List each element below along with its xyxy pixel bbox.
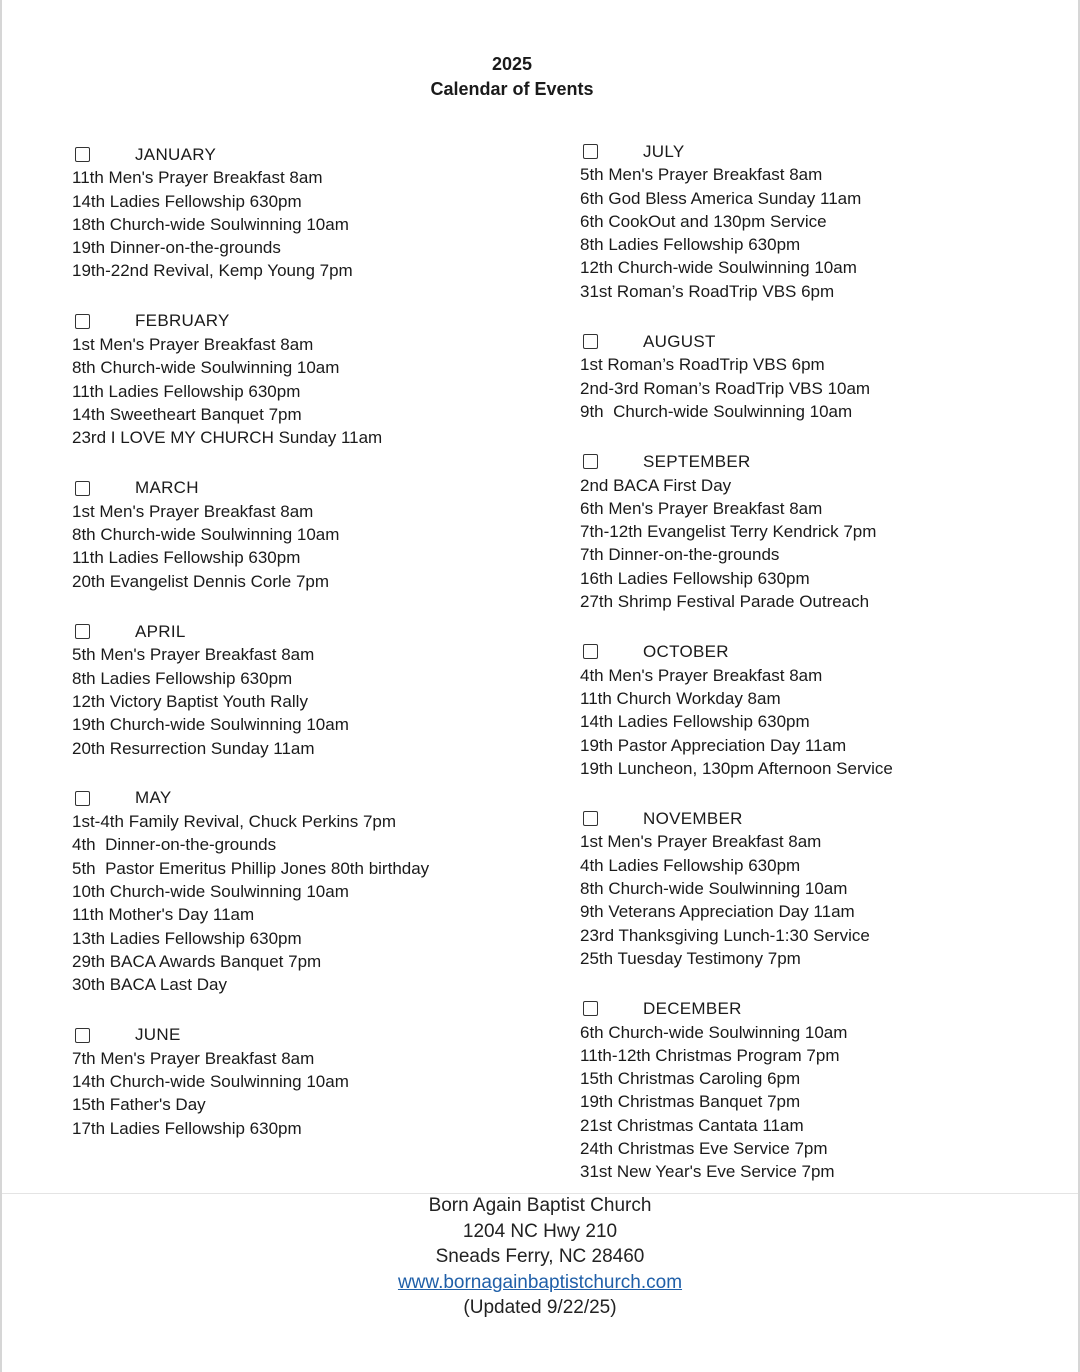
month-name-september: SEPTEMBER [643, 451, 751, 471]
event-item: 11th Mother's Day 11am [72, 905, 255, 925]
title-year: 2025 [491, 54, 533, 74]
month-name-march: MARCH [135, 478, 199, 498]
event-item: 27th Shrimp Festival Parade Outreach [580, 592, 870, 612]
checkbox-december[interactable] [583, 1001, 598, 1016]
event-item: 19th Luncheon, 130pm Afternoon Service [580, 758, 893, 778]
event-item: 31st New Year's Eve Service 7pm [580, 1162, 835, 1182]
month-header-july [580, 140, 1050, 163]
event-item: 15th Father's Day [72, 1095, 206, 1115]
checkbox-may[interactable] [75, 791, 90, 806]
month-header-march [72, 477, 542, 500]
checkbox-april[interactable] [75, 624, 90, 639]
month-header-november [580, 807, 1050, 830]
month-header-april [72, 620, 542, 643]
event-item: 4th Ladies Fellowship 630pm [580, 855, 801, 875]
event-item: 30th BACA Last Day [72, 975, 227, 995]
event-item: 16th Ladies Fellowship 630pm [580, 568, 810, 588]
month-name-october: OCTOBER [643, 641, 729, 661]
title-subtitle: Calendar of Events [430, 78, 594, 99]
event-item: 24th Christmas Eve Service 7pm [580, 1138, 828, 1158]
month-spacer [72, 450, 542, 477]
month-march [72, 477, 542, 593]
event-item: 15th Christmas Caroling 6pm [580, 1069, 801, 1089]
event-item: 1st Men's Prayer Breakfast 8am [72, 335, 314, 355]
event-item: 5th Men's Prayer Breakfast 8am [580, 165, 823, 185]
event-item: 7th-12th Evangelist Terry Kendrick 7pm [580, 522, 877, 542]
event-item: 23rd I LOVE MY CHURCH Sunday 11am [72, 428, 383, 448]
footer-website-link[interactable]: www.bornagainbaptistchurch.com [397, 1271, 683, 1293]
month-november [580, 807, 1050, 970]
event-item: 4th Dinner-on-the-grounds [72, 835, 277, 855]
event-item: 8th Ladies Fellowship 630pm [72, 668, 293, 688]
month-name-june: JUNE [135, 1025, 181, 1045]
event-item: 29th BACA Awards Banquet 7pm [72, 951, 322, 971]
event-item: 5th Pastor Emeritus Phillip Jones 80th birthday [72, 858, 430, 878]
event-item: 10th Church-wide Soulwinning 10am [72, 882, 349, 902]
event-item: 19th-22nd Revival, Kemp Young 7pm [72, 261, 353, 281]
checkbox-january[interactable] [75, 147, 90, 162]
footer-address-line1: 1204 NC Hwy 210 [462, 1220, 618, 1242]
month-header-february [72, 310, 542, 333]
month-name-december: DECEMBER [643, 998, 742, 1018]
month-name-january: JANUARY [135, 144, 217, 164]
month-may [72, 787, 542, 997]
month-september [580, 450, 1050, 613]
event-item: 12th Church-wide Soulwinning 10am [580, 258, 857, 278]
event-item: 5th Men's Prayer Breakfast 8am [72, 645, 315, 665]
month-spacer [580, 970, 1050, 997]
checkbox-august[interactable] [583, 334, 598, 349]
page-edge-left [0, 0, 2, 1372]
month-name-february: FEBRUARY [135, 311, 230, 331]
month-header-october [580, 640, 1050, 663]
event-item: 11th Men's Prayer Breakfast 8am [72, 168, 323, 188]
checkbox-june[interactable] [75, 1028, 90, 1043]
footer-church-name: Born Again Baptist Church [428, 1195, 652, 1216]
event-item: 11th Church Workday 8am [580, 688, 781, 708]
event-item: 14th Church-wide Soulwinning 10am [72, 1072, 349, 1092]
event-item: 19th Christmas Banquet 7pm [580, 1092, 801, 1112]
month-name-april: APRIL [135, 621, 186, 641]
event-item: 13th Ladies Fellowship 630pm [72, 928, 302, 948]
event-item: 19th Pastor Appreciation Day 11am [580, 735, 847, 755]
event-item: 2nd BACA First Day [580, 475, 732, 495]
checkbox-september[interactable] [583, 454, 598, 469]
month-spacer [580, 613, 1050, 640]
month-header-august [580, 330, 1050, 353]
event-item: 8th Church-wide Soulwinning 10am [72, 525, 340, 545]
month-february [72, 310, 542, 450]
event-item: 11th-12th Christmas Program 7pm [580, 1045, 840, 1065]
month-header-january [72, 143, 542, 166]
event-item: 8th Church-wide Soulwinning 10am [580, 879, 848, 899]
event-item: 12th Victory Baptist Youth Rally [72, 691, 308, 711]
event-item: 1st Men's Prayer Breakfast 8am [72, 501, 314, 521]
month-spacer [72, 760, 542, 787]
month-name-may: MAY [135, 788, 172, 808]
event-item: 14th Ladies Fellowship 630pm [72, 191, 302, 211]
month-header-june [72, 1024, 542, 1047]
month-august [580, 330, 1050, 423]
month-april [72, 620, 542, 760]
month-spacer [72, 283, 542, 310]
event-item: 2nd-3rd Roman’s RoadTrip VBS 10am [580, 378, 871, 398]
event-item: 19th Dinner-on-the-grounds [72, 238, 281, 258]
month-name-august: AUGUST [643, 331, 716, 351]
event-item: 7th Men's Prayer Breakfast 8am [72, 1048, 315, 1068]
checkbox-october[interactable] [583, 644, 598, 659]
month-spacer [580, 780, 1050, 807]
footer-address-line2: Sneads Ferry, NC 28460 [435, 1246, 645, 1267]
event-item: 8th Ladies Fellowship 630pm [580, 235, 801, 255]
event-item: 19th Church-wide Soulwinning 10am [72, 715, 349, 735]
footer [0, 1193, 1080, 1321]
month-name-november: NOVEMBER [643, 808, 743, 828]
event-item: 17th Ladies Fellowship 630pm [72, 1118, 302, 1138]
event-item: 9th Church-wide Soulwinning 10am [580, 401, 853, 421]
left-column [72, 143, 542, 1140]
month-january [72, 143, 542, 283]
month-name-july: JULY [643, 141, 685, 161]
event-item: 23rd Thanksgiving Lunch-1:30 Service [580, 925, 870, 945]
month-july [580, 140, 1050, 303]
event-item: 6th Men's Prayer Breakfast 8am [580, 498, 823, 518]
page-title [0, 52, 1024, 101]
month-header-september [580, 450, 1050, 473]
event-item: 9th Veterans Appreciation Day 11am [580, 902, 855, 922]
month-october [580, 640, 1050, 780]
month-spacer [72, 997, 542, 1024]
month-header-december [580, 997, 1050, 1020]
event-item: 6th Church-wide Soulwinning 10am [580, 1022, 848, 1042]
checkbox-july[interactable] [583, 144, 598, 159]
event-item: 1st Men's Prayer Breakfast 8am [580, 832, 822, 852]
event-item: 7th Dinner-on-the-grounds [580, 545, 780, 565]
event-item: 25th Tuesday Testimony 7pm [580, 948, 801, 968]
month-spacer [580, 303, 1050, 330]
event-item: 20th Evangelist Dennis Corle 7pm [72, 571, 330, 591]
month-june [72, 1024, 542, 1140]
event-item: 20th Resurrection Sunday 11am [72, 738, 315, 758]
event-item: 11th Ladies Fellowship 630pm [72, 381, 301, 401]
event-item: 6th CookOut and 130pm Service [580, 211, 827, 231]
month-header-may [72, 787, 542, 810]
checkbox-march[interactable] [75, 481, 90, 496]
event-item: 4th Men's Prayer Breakfast 8am [580, 665, 823, 685]
event-item: 8th Church-wide Soulwinning 10am [72, 358, 340, 378]
footer-updated-date: (Updated 9/22/25) [463, 1297, 617, 1318]
event-item: 6th God Bless America Sunday 11am [580, 188, 862, 208]
event-item: 14th Sweetheart Banquet 7pm [72, 404, 302, 424]
month-spacer [580, 423, 1050, 450]
month-spacer [72, 593, 542, 620]
event-item: 14th Ladies Fellowship 630pm [580, 712, 810, 732]
event-item: 1st Roman’s RoadTrip VBS 6pm [580, 355, 825, 375]
event-item: 1st-4th Family Revival, Chuck Perkins 7pm [72, 812, 397, 832]
month-december [580, 997, 1050, 1183]
checkbox-february[interactable] [75, 314, 90, 329]
checkbox-november[interactable] [583, 811, 598, 826]
event-item: 18th Church-wide Soulwinning 10am [72, 214, 349, 234]
right-column [580, 140, 1050, 1184]
event-item: 31st Roman’s RoadTrip VBS 6pm [580, 281, 835, 301]
event-item: 21st Christmas Cantata 11am [580, 1115, 804, 1135]
event-item: 11th Ladies Fellowship 630pm [72, 548, 301, 568]
